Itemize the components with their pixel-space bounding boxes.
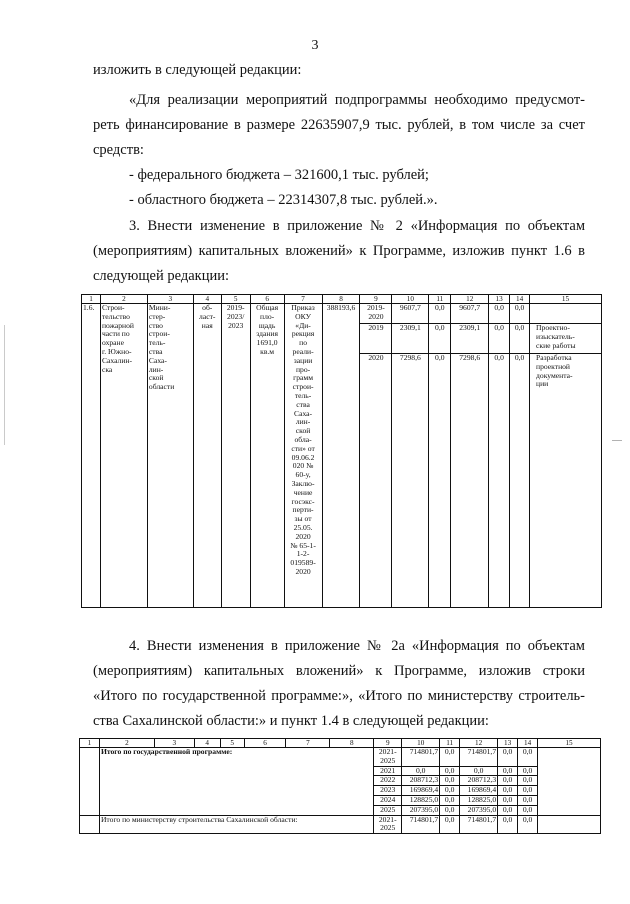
year-cell: 2021- 2025 [374,748,402,767]
municipal-cell: 0,0 [498,776,518,786]
other-cell: 0,0 [518,748,538,767]
col-number: 7 [284,295,322,304]
col-number: 4 [194,739,220,748]
other-cell: 0,0 [518,776,538,786]
table-row [80,815,601,834]
col-number: 12 [460,739,498,748]
col-number: 13 [489,295,510,304]
total-cell: 714801,7 [402,748,440,767]
col-number: 8 [322,295,360,304]
other-cell: 0,0 [518,795,538,805]
federal-cell: 0,0 [440,786,460,796]
responsible-body: Мини- стер- ство строи- тель- ства Саха- лин- ской области [147,304,193,608]
col-number: 5 [221,295,250,304]
municipal-cell: 0,0 [498,748,518,767]
item3-line-2: (мероприятиям) капитальных вложений» к Программе, изложив пункт 1.6 в [93,243,585,259]
regional-cell: 714801,7 [460,815,498,834]
page-number: 3 [311,38,319,53]
col-number: 9 [374,739,402,748]
regional-cell: 207395,0 [460,805,498,815]
empty-cell [538,815,601,834]
col-number: 6 [244,739,286,748]
other-cell: 0,0 [510,354,530,608]
municipal-cell: 0,0 [489,354,510,608]
regional-cell: 9607,7 [451,304,489,324]
total-cell: 2309,1 [392,324,429,354]
municipal-cell: 0,0 [489,304,510,324]
total-cell: 9607,7 [392,304,429,324]
year-cell: 2021 [374,766,402,776]
federal-cell: 0,0 [429,324,451,354]
col-number: 1 [80,739,100,748]
col-number: 14 [518,739,538,748]
col-number: 11 [429,295,451,304]
capital-investments-table-2a [79,738,601,834]
legal-basis: Приказ ОКУ «Ди- рекция по реали- зации про- грамм строи- тель- ства Саха- лин- ской обла- сти» от 09.06.2 020 № 60-у, Заклю- чение госэкс- перти- зы от 25.05. 2020 № 65-1- 1-2- 019589- 2020 [284,304,322,608]
quote-line-1: «Для реализации мероприятий подпрограммы необходимо предусмот- [129,92,585,108]
federal-cell: 0,0 [440,805,460,815]
total-cell: 714801,7 [402,815,440,834]
col-number: 10 [402,739,440,748]
item4-line-2: (мероприятиям) капитальных вложений» к Программе, изложив строки [93,663,585,679]
col-number: 14 [510,295,530,304]
federal-cell: 0,0 [440,766,460,776]
empty-cell [538,748,601,816]
col-number: 10 [392,295,429,304]
empty-cell [80,748,100,816]
col-number: 8 [330,739,374,748]
col-number: 1 [82,295,101,304]
object-capacity: Общая пло- щадь здания 1691,0 кв.м [250,304,284,608]
item4-line-3: «Итого по государственной программе:», «Итого по министерству строитель- [93,688,585,704]
total-cell: 7298,6 [392,354,429,608]
item4-line-4: ства Сахалинской области:» и пункт 1.4 в следующей редакции: [93,713,489,729]
year-cell: 2021- 2025 [374,815,402,834]
ownership-type: об- ласт- ная [193,304,221,608]
col-number: 6 [250,295,284,304]
total-cell: 208712,3 [402,776,440,786]
total-cell: 128825,0 [402,795,440,805]
year-cell: 2019 [360,324,392,354]
municipal-cell: 0,0 [498,786,518,796]
other-cell: 0,0 [518,805,538,815]
col-number: 3 [147,295,193,304]
year-cell: 2023 [374,786,402,796]
regional-budget-line: - областного бюджета – 22314307,8 тыс. рублей.». [129,192,438,208]
regional-cell: 2309,1 [451,324,489,354]
total-cell: 169869,4 [402,786,440,796]
col-number: 2 [100,295,147,304]
item3-line-1: 3. Внести изменение в приложение № 2 «Информация по объектам [129,218,585,234]
year-cell: 2024 [374,795,402,805]
col-number: 2 [99,739,154,748]
federal-cell: 0,0 [429,354,451,608]
other-cell: 0,0 [518,786,538,796]
regional-cell: 714801,7 [460,748,498,767]
other-cell: 0,0 [518,766,538,776]
capital-investments-table-1 [81,294,602,608]
total-cell: 207395,0 [402,805,440,815]
municipal-cell: 0,0 [498,766,518,776]
col-number: 9 [360,295,392,304]
empty-cell [80,815,100,834]
year-cell: 2025 [374,805,402,815]
work-type-cell [530,304,602,324]
table-row [80,748,601,767]
federal-cell: 0,0 [440,815,460,834]
year-cell: 2020 [360,354,392,608]
regional-cell: 169869,4 [460,786,498,796]
intro-line: изложить в следующей редакции: [93,62,302,78]
other-cell: 0,0 [510,304,530,324]
municipal-cell: 0,0 [489,324,510,354]
work-type-cell: Разработка проектной документа- ции [530,354,602,608]
regional-cell: 128825,0 [460,795,498,805]
ministry-total-label: Итого по министерству строительства Сахалинской области: [99,815,373,834]
scan-artifact [612,440,622,441]
col-number: 15 [538,739,601,748]
scan-artifact [4,325,5,445]
construction-period: 2019- 2023/ 2023 [221,304,250,608]
item4-line-1: 4. Внести изменения в приложение № 2а «Информация по объектам [129,638,585,654]
col-number: 11 [440,739,460,748]
municipal-cell: 0,0 [498,815,518,834]
federal-cell: 0,0 [440,795,460,805]
item3-line-3: следующей редакции: [93,268,230,284]
col-number: 13 [498,739,518,748]
work-type-cell: Проектно- изыскатель- ские работы [530,324,602,354]
col-number: 12 [451,295,489,304]
federal-cell: 0,0 [440,776,460,786]
col-number: 5 [220,739,244,748]
other-cell: 0,0 [510,324,530,354]
quote-line-3: средств: [93,142,144,158]
municipal-cell: 0,0 [498,805,518,815]
other-cell: 0,0 [518,815,538,834]
table-row [82,304,602,324]
federal-cell: 0,0 [429,304,451,324]
col-number: 4 [193,295,221,304]
total-cell: 0,0 [402,766,440,776]
year-cell: 2022 [374,776,402,786]
municipal-cell: 0,0 [498,795,518,805]
regional-cell: 7298,6 [451,354,489,608]
program-total-label: Итого по государственной программе: [99,748,373,816]
federal-cell: 0,0 [440,748,460,767]
regional-cell: 0,0 [460,766,498,776]
regional-cell: 208712,3 [460,776,498,786]
item-number: 1.6. [82,304,101,608]
quote-line-2: реть финансирование в размере 22635907,9 тыс. рублей, в том числе за счет [93,117,585,133]
federal-budget-line: - федерального бюджета – 321600,1 тыс. рублей; [129,167,429,183]
year-cell: 2019- 2020 [360,304,392,324]
object-name: Строи- тельство пожарной части по охране г. Южно- Сахалин- ска [100,304,147,608]
col-number: 3 [154,739,194,748]
col-number: 15 [530,295,602,304]
col-number: 7 [286,739,330,748]
estimated-cost: 388193,6 [322,304,360,608]
